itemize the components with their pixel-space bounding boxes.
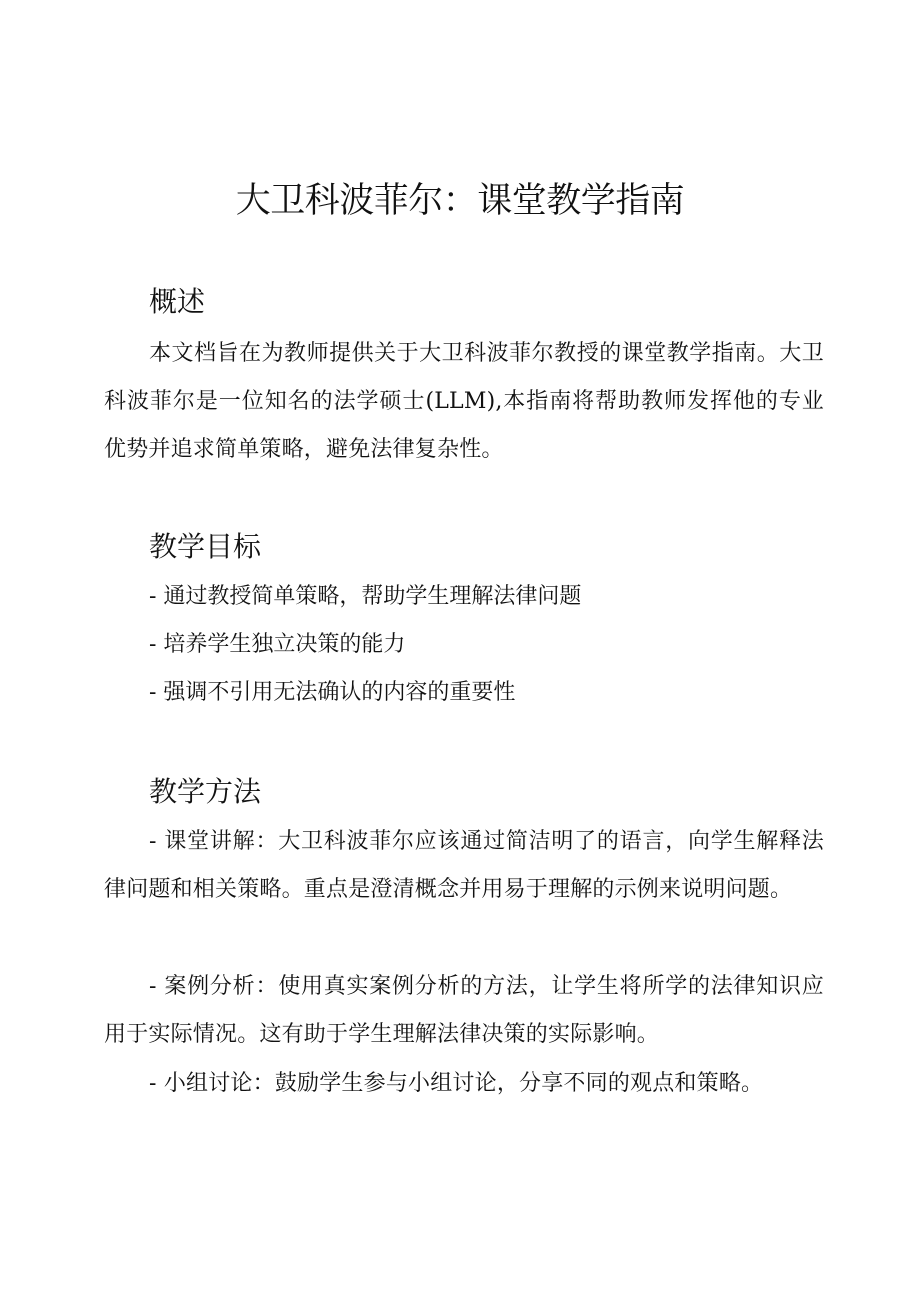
method-item-lecture: - 课堂讲解：大卫科波菲尔应该通过简洁明了的语言，向学生解释法律问题和相关策略。重点是澄清概念并用易于理解的示例来说明问题。 [104, 829, 824, 902]
page-title: 大卫科波菲尔：课堂教学指南 [235, 181, 685, 221]
objectives-list [149, 573, 581, 717]
objectives-heading: 教学目标 [149, 530, 262, 563]
objective-item: - 培养学生独立决策的能力 [149, 632, 406, 657]
methods-heading: 教学方法 [149, 775, 262, 808]
method-item-group-discussion: - 小组讨论：鼓励学生参与小组讨论，分享不同的观点和策略。 [149, 1071, 764, 1096]
method-item-case-analysis: - 案例分析：使用真实案例分析的方法，让学生将所学的法律知识应用于实际情况。这有助于学生理解法律决策的实际影响。 [104, 974, 824, 1047]
objective-item: - 通过教授简单策略，帮助学生理解法律问题 [149, 584, 582, 609]
objective-item: - 强调不引用无法确认的内容的重要性 [149, 680, 516, 705]
overview-heading: 概述 [149, 285, 206, 318]
overview-paragraph: 本文档旨在为教师提供关于大卫科波菲尔教授的课堂教学指南。大卫科波菲尔是一位知名的法学硕士(LLM),本指南将帮助教师发挥他的专业优势并追求简单策略，避免法律复杂性。 [104, 341, 824, 462]
